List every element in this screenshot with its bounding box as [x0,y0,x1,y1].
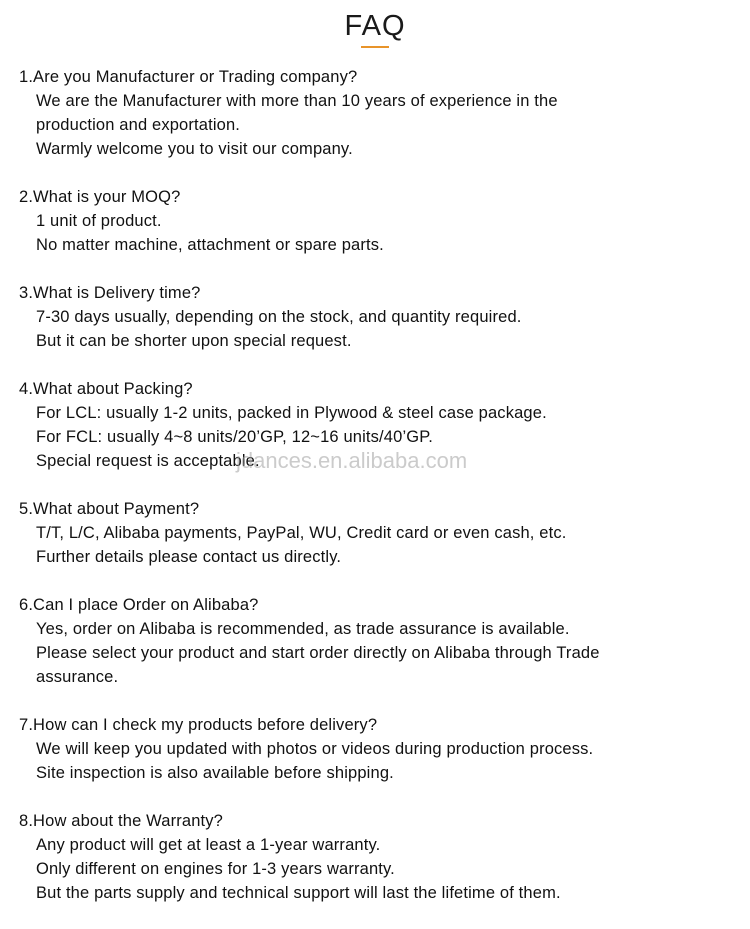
faq-answer-line: 7-30 days usually, depending on the stock, and quantity required. [36,308,522,326]
faq-answer-line: We will keep you updated with photos or videos during production process. [36,740,594,758]
faq-answer-line: Further details please contact us directly. [36,548,342,566]
title-underline [361,46,389,48]
faq-item-5 [19,497,739,569]
faq-answer-line: Site inspection is also available before shipping. [36,764,394,782]
faq-question: 5.What about Payment? [19,500,200,518]
faq-question: 3.What is Delivery time? [19,284,201,302]
faq-list [19,65,739,929]
faq-answer-line: 1 unit of product. [36,212,162,230]
faq-answer-line: Please select your product and start order directly on Alibaba through Trade [36,644,600,662]
faq-answer-line: No matter machine, attachment or spare parts. [36,236,384,254]
faq-question: 1.Are you Manufacturer or Trading company? [19,68,358,86]
faq-answer-line: For LCL: usually 1-2 units, packed in Plywood & steel case package. [36,404,547,422]
watermark: jdances.en.alibaba.com [236,448,468,473]
faq-answer-line: Special request is acceptable. [36,452,260,470]
faq-item-1 [19,65,739,161]
faq-answer-line: But the parts supply and technical support will last the lifetime of them. [36,884,561,902]
faq-item-6 [19,593,739,689]
faq-answer-line: For FCL: usually 4~8 units/20’GP, 12~16 units/40’GP. [36,428,434,446]
faq-question: 6.Can I place Order on Alibaba? [19,596,259,614]
faq-question: 2.What is your MOQ? [19,188,181,206]
faq-answer-line: production and exportation. [36,116,241,134]
faq-item-7 [19,713,739,785]
faq-answer-line: We are the Manufacturer with more than 10 years of experience in the [36,92,558,110]
faq-item-3 [19,281,739,353]
faq-answer-line: But it can be shorter upon special request. [36,332,352,350]
faq-question: 4.What about Packing? [19,380,193,398]
faq-item-2 [19,185,739,257]
faq-answer-line: Any product will get at least a 1-year warranty. [36,836,381,854]
faq-question: 8.How about the Warranty? [19,812,223,830]
page-title: FAQ [344,10,406,42]
faq-question: 7.How can I check my products before delivery? [19,716,378,734]
faq-answer-line: Only different on engines for 1-3 years warranty. [36,860,395,878]
faq-answer-line: T/T, L/C, Alibaba payments, PayPal, WU, Credit card or even cash, etc. [36,524,567,542]
faq-answer-line: assurance. [36,668,119,686]
faq-answer-line: Warmly welcome you to visit our company. [36,140,353,158]
faq-answer-line: Yes, order on Alibaba is recommended, as trade assurance is available. [36,620,570,638]
faq-item-8 [19,809,739,905]
